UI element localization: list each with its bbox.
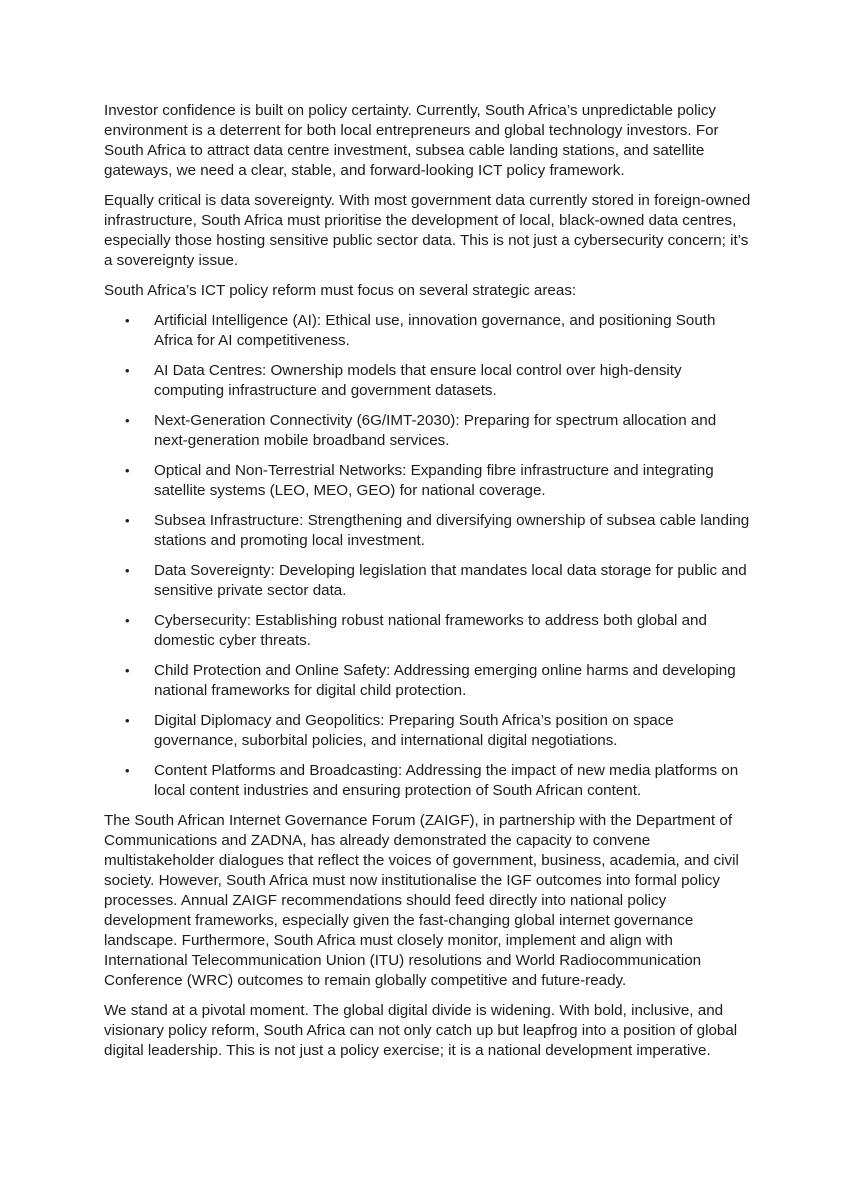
list-item	[104, 661, 754, 701]
list-item-text: Artificial Intelligence (AI): Ethical use, innovation governance, and positioning South Africa for AI competitiveness.	[154, 312, 716, 349]
list-item-text: Digital Diplomacy and Geopolitics: Preparing South Africa’s position on space governance, suborbital policies, and international digital negotiations.	[154, 712, 674, 749]
paragraph-strategic-areas-intro: South Africa’s ICT policy reform must focus on several strategic areas:	[104, 282, 577, 299]
list-item-text: AI Data Centres: Ownership models that ensure local control over high-density computing infrastructure and government datasets.	[154, 362, 682, 399]
list-item-text: Subsea Infrastructure: Strengthening and diversifying ownership of subsea cable landing stations and promoting local investment.	[154, 512, 750, 549]
list-item	[104, 561, 754, 601]
list-item	[104, 361, 754, 401]
list-item	[104, 461, 754, 501]
bullet-icon: •	[125, 513, 130, 528]
list-item	[104, 711, 754, 751]
paragraph-pivotal-moment: We stand at a pivotal moment. The global digital divide is widening. With bold, inclusive, and visionary policy reform, South Africa can not only catch up but leapfrog into a position of global digital leadership. This is not just a policy exercise; it is a national development imperative.	[104, 1002, 738, 1059]
bullet-icon: •	[125, 763, 130, 778]
list-item	[104, 411, 754, 451]
bullet-icon: •	[125, 663, 130, 678]
paragraph-investor-confidence: Investor confidence is built on policy certainty. Currently, South Africa’s unpredictable policy environment is a deterrent for both local entrepreneurs and global technology investors. For South Africa to attract data centre investment, subsea cable landing stations, and satellite gateways, we need a clear, stable, and forward-looking ICT policy framework.	[104, 102, 719, 179]
list-item	[104, 511, 754, 551]
paragraph-zaigf: The South African Internet Governance Forum (ZAIGF), in partnership with the Department of Communications and ZADNA, has already demonstrated the capacity to convene multistakeholder dialogues that reflect the voices of government, business, academia, and civil society. However, South Africa must now institutionalise the IGF outcomes into formal policy processes. Annual ZAIGF recommendations should feed directly into national policy development frameworks, especially given the fast-changing global internet governance landscape. Furthermore, South Africa must closely monitor, implement and align with International Telecommunication Union (ITU) resolutions and World Radiocommunication Conference (WRC) outcomes to remain globally competitive and future-ready.	[104, 812, 739, 989]
strategic-areas-list	[104, 311, 754, 801]
list-item	[104, 311, 754, 351]
bullet-icon: •	[125, 713, 130, 728]
list-item	[104, 611, 754, 651]
paragraph-data-sovereignty: Equally critical is data sovereignty. With most government data currently stored in foreign-owned infrastructure, South Africa must prioritise the development of local, black-owned data centres, especially those hosting sensitive public sector data. This is not just a cybersecurity concern; it’s a sovereignty issue.	[104, 192, 751, 269]
list-item-text: Content Platforms and Broadcasting: Addressing the impact of new media platforms on local content industries and ensuring protection of South African content.	[154, 762, 739, 799]
bullet-icon: •	[125, 613, 130, 628]
list-item-text: Optical and Non-Terrestrial Networks: Expanding fibre infrastructure and integrating satellite systems (LEO, MEO, GEO) for national coverage.	[154, 462, 714, 499]
bullet-icon: •	[125, 463, 130, 478]
bullet-icon: •	[125, 563, 130, 578]
list-item-text: Cybersecurity: Establishing robust national frameworks to address both global and domestic cyber threats.	[154, 612, 707, 649]
list-item-text: Data Sovereignty: Developing legislation that mandates local data storage for public and sensitive private sector data.	[154, 562, 747, 599]
list-item	[104, 761, 754, 801]
bullet-icon: •	[125, 413, 130, 428]
bullet-icon: •	[125, 363, 130, 378]
list-item-text: Child Protection and Online Safety: Addressing emerging online harms and developing national frameworks for digital child protection.	[154, 662, 736, 699]
bullet-icon: •	[125, 313, 130, 328]
document-page	[104, 101, 754, 1061]
list-item-text: Next-Generation Connectivity (6G/IMT-2030): Preparing for spectrum allocation and next-generation mobile broadband services.	[154, 412, 717, 449]
